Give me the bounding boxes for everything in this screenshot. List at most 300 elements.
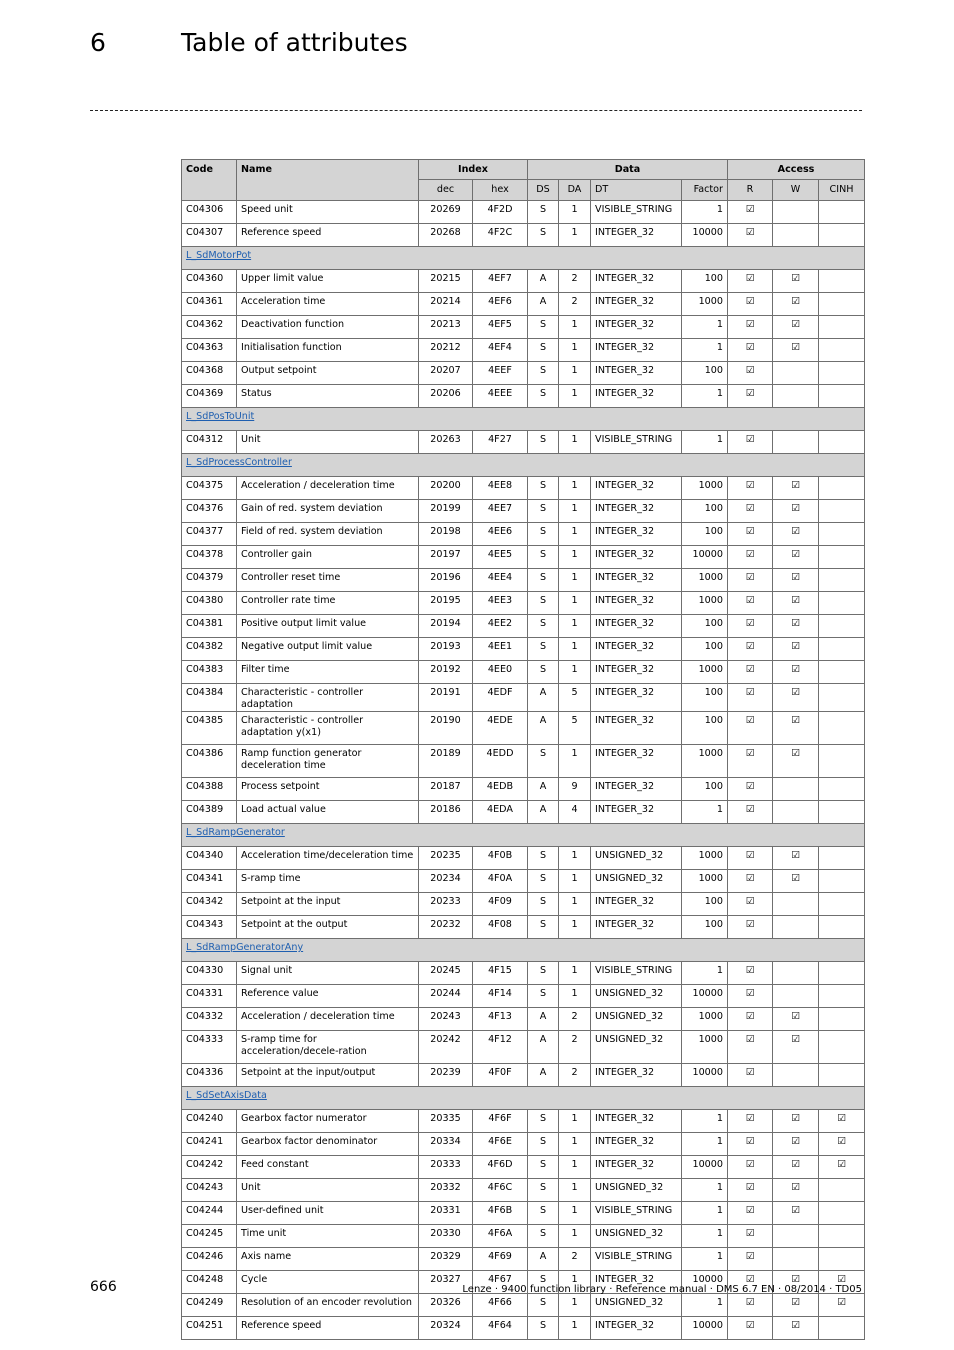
cell-cinh: ☑: [819, 1294, 865, 1317]
cell-r: ☑: [728, 362, 773, 385]
cell-cinh: [819, 1317, 865, 1340]
cell-da: 1: [559, 985, 591, 1008]
cell-dec: 20331: [419, 1202, 473, 1225]
cell-hex: 4EE1: [473, 638, 528, 661]
cell-ds: A: [528, 1064, 559, 1087]
group-header-cell: [182, 824, 865, 847]
table-row: [182, 339, 865, 362]
chapter-number: 6: [90, 28, 106, 57]
cell-w: [773, 1225, 819, 1248]
cell-ds: S: [528, 592, 559, 615]
cell-factor: 10000: [682, 1064, 728, 1087]
cell-hex: 4EDE: [473, 712, 528, 745]
cell-r: ☑: [728, 801, 773, 824]
cell-name: Axis name: [237, 1248, 419, 1271]
cell-dec: 20206: [419, 385, 473, 408]
cell-name: Negative output limit value: [237, 638, 419, 661]
cell-code: C04341: [182, 870, 237, 893]
table-row: [182, 1179, 865, 1202]
cell-ds: S: [528, 638, 559, 661]
cell-w: ☑: [773, 638, 819, 661]
cell-hex: 4EE0: [473, 661, 528, 684]
cell-da: 1: [559, 546, 591, 569]
cell-code: C04340: [182, 847, 237, 870]
cell-cinh: ☑: [819, 1110, 865, 1133]
cell-cinh: [819, 1031, 865, 1064]
cell-dec: 20193: [419, 638, 473, 661]
cell-factor: 10000: [682, 985, 728, 1008]
cell-cinh: ☑: [819, 1156, 865, 1179]
group-header-cell: [182, 408, 865, 431]
cell-dt: VISIBLE_STRING: [591, 1202, 682, 1225]
col-factor: Factor: [682, 180, 728, 201]
cell-name: Controller gain: [237, 546, 419, 569]
cell-code: C04248: [182, 1271, 237, 1294]
cell-r: ☑: [728, 569, 773, 592]
cell-cinh: ☑: [819, 1133, 865, 1156]
cell-ds: S: [528, 523, 559, 546]
cell-factor: 1: [682, 962, 728, 985]
cell-r: ☑: [728, 985, 773, 1008]
cell-dt: INTEGER_32: [591, 500, 682, 523]
cell-dec: 20190: [419, 712, 473, 745]
cell-ds: S: [528, 569, 559, 592]
cell-w: ☑: [773, 1156, 819, 1179]
cell-ds: S: [528, 1202, 559, 1225]
group-link[interactable]: L_SdRampGeneratorAny: [186, 942, 304, 953]
cell-ds: S: [528, 615, 559, 638]
cell-factor: 100: [682, 712, 728, 745]
cell-r: ☑: [728, 1179, 773, 1202]
cell-cinh: [819, 661, 865, 684]
table-row: [182, 569, 865, 592]
cell-r: ☑: [728, 523, 773, 546]
cell-name: Reference speed: [237, 1317, 419, 1340]
cell-dec: 20234: [419, 870, 473, 893]
col-name: Name: [237, 160, 419, 201]
cell-factor: 1: [682, 431, 728, 454]
cell-hex: 4EE7: [473, 500, 528, 523]
cell-dt: INTEGER_32: [591, 778, 682, 801]
table-row: [182, 684, 865, 712]
col-data: Data: [528, 160, 728, 180]
cell-r: ☑: [728, 1202, 773, 1225]
cell-w: ☑: [773, 546, 819, 569]
cell-code: C04330: [182, 962, 237, 985]
cell-hex: 4F6D: [473, 1156, 528, 1179]
cell-cinh: [819, 870, 865, 893]
footer-doc-info: Lenze · 9400 function library · Reference manual · DMS 6.7 EN · 08/2014 · TD05: [462, 1284, 862, 1295]
cell-dt: INTEGER_32: [591, 1317, 682, 1340]
cell-dt: INTEGER_32: [591, 661, 682, 684]
cell-name: Characteristic - controller adaptation: [237, 684, 419, 712]
cell-r: ☑: [728, 615, 773, 638]
cell-code: C04306: [182, 201, 237, 224]
cell-w: [773, 201, 819, 224]
cell-r: ☑: [728, 712, 773, 745]
cell-hex: 4EF4: [473, 339, 528, 362]
cell-hex: 4EF7: [473, 270, 528, 293]
cell-name: Unit: [237, 1179, 419, 1202]
cell-r: ☑: [728, 1248, 773, 1271]
cell-name: Controller reset time: [237, 569, 419, 592]
cell-code: C04389: [182, 801, 237, 824]
cell-ds: A: [528, 1248, 559, 1271]
cell-r: ☑: [728, 224, 773, 247]
cell-r: ☑: [728, 592, 773, 615]
cell-factor: 100: [682, 500, 728, 523]
cell-dec: 20239: [419, 1064, 473, 1087]
col-index: Index: [419, 160, 528, 180]
cell-dec: 20195: [419, 592, 473, 615]
cell-w: ☑: [773, 870, 819, 893]
table-row: [182, 1133, 865, 1156]
cell-da: 1: [559, 893, 591, 916]
cell-w: [773, 1248, 819, 1271]
cell-hex: 4F0A: [473, 870, 528, 893]
cell-factor: 1: [682, 1133, 728, 1156]
cell-da: 1: [559, 1179, 591, 1202]
group-link[interactable]: L_SdRampGenerator: [186, 827, 285, 838]
cell-name: Time unit: [237, 1225, 419, 1248]
cell-factor: 1000: [682, 870, 728, 893]
cell-dt: INTEGER_32: [591, 638, 682, 661]
cell-dt: INTEGER_32: [591, 684, 682, 712]
cell-da: 2: [559, 293, 591, 316]
cell-code: C04385: [182, 712, 237, 745]
cell-dt: VISIBLE_STRING: [591, 431, 682, 454]
cell-factor: 1000: [682, 847, 728, 870]
table-row: [182, 712, 865, 745]
cell-da: 1: [559, 745, 591, 778]
cell-factor: 1: [682, 316, 728, 339]
group-link[interactable]: L_SdSetAxisData: [186, 1090, 267, 1101]
cell-hex: 4EEF: [473, 362, 528, 385]
cell-name: Cycle: [237, 1271, 419, 1294]
cell-dec: 20244: [419, 985, 473, 1008]
cell-hex: 4F69: [473, 1248, 528, 1271]
cell-r: ☑: [728, 1110, 773, 1133]
col-access: Access: [728, 160, 865, 180]
cell-hex: 4EE3: [473, 592, 528, 615]
col-hex: hex: [473, 180, 528, 201]
cell-da: 1: [559, 592, 591, 615]
cell-hex: 4EF5: [473, 316, 528, 339]
cell-da: 5: [559, 712, 591, 745]
cell-dt: INTEGER_32: [591, 569, 682, 592]
cell-name: Gain of red. system deviation: [237, 500, 419, 523]
cell-ds: S: [528, 1225, 559, 1248]
cell-code: C04242: [182, 1156, 237, 1179]
cell-cinh: [819, 801, 865, 824]
group-header-cell: [182, 454, 865, 477]
table-row: [182, 893, 865, 916]
table-row: [182, 1110, 865, 1133]
cell-cinh: [819, 778, 865, 801]
cell-code: C04375: [182, 477, 237, 500]
table-row: [182, 546, 865, 569]
cell-hex: 4F66: [473, 1294, 528, 1317]
cell-dec: 20199: [419, 500, 473, 523]
group-header-row: [182, 454, 865, 477]
cell-r: ☑: [728, 1064, 773, 1087]
cell-name: Field of red. system deviation: [237, 523, 419, 546]
table-row: [182, 1156, 865, 1179]
cell-da: 2: [559, 1008, 591, 1031]
cell-r: ☑: [728, 201, 773, 224]
cell-dec: 20198: [419, 523, 473, 546]
cell-factor: 100: [682, 684, 728, 712]
cell-dt: INTEGER_32: [591, 523, 682, 546]
cell-cinh: [819, 615, 865, 638]
cell-dt: INTEGER_32: [591, 1271, 682, 1294]
cell-ds: S: [528, 893, 559, 916]
cell-hex: 4F09: [473, 893, 528, 916]
cell-code: C04379: [182, 569, 237, 592]
cell-w: ☑: [773, 477, 819, 500]
cell-dt: UNSIGNED_32: [591, 985, 682, 1008]
cell-r: ☑: [728, 870, 773, 893]
cell-code: C04368: [182, 362, 237, 385]
cell-w: [773, 893, 819, 916]
cell-name: Signal unit: [237, 962, 419, 985]
cell-cinh: [819, 1179, 865, 1202]
cell-w: ☑: [773, 293, 819, 316]
cell-factor: 100: [682, 362, 728, 385]
group-header-cell: [182, 939, 865, 962]
cell-hex: 4F27: [473, 431, 528, 454]
cell-dt: INTEGER_32: [591, 362, 682, 385]
cell-code: C04336: [182, 1064, 237, 1087]
cell-code: C04361: [182, 293, 237, 316]
cell-dt: INTEGER_32: [591, 339, 682, 362]
cell-r: ☑: [728, 316, 773, 339]
cell-factor: 1: [682, 201, 728, 224]
cell-ds: S: [528, 1110, 559, 1133]
cell-code: C04246: [182, 1248, 237, 1271]
cell-dt: INTEGER_32: [591, 270, 682, 293]
cell-r: ☑: [728, 1008, 773, 1031]
cell-ds: A: [528, 778, 559, 801]
cell-hex: 4EEE: [473, 385, 528, 408]
cell-factor: 1: [682, 1179, 728, 1202]
cell-dt: INTEGER_32: [591, 293, 682, 316]
cell-da: 4: [559, 801, 591, 824]
cell-dec: 20335: [419, 1110, 473, 1133]
cell-code: C04384: [182, 684, 237, 712]
cell-da: 1: [559, 916, 591, 939]
cell-code: C04382: [182, 638, 237, 661]
cell-dec: 20186: [419, 801, 473, 824]
cell-r: ☑: [728, 1271, 773, 1294]
table-body: [182, 201, 865, 1340]
cell-da: 1: [559, 316, 591, 339]
cell-cinh: [819, 270, 865, 293]
cell-name: Reference value: [237, 985, 419, 1008]
cell-w: ☑: [773, 661, 819, 684]
cell-ds: S: [528, 1317, 559, 1340]
cell-name: Output setpoint: [237, 362, 419, 385]
cell-factor: 1: [682, 1110, 728, 1133]
cell-dt: VISIBLE_STRING: [591, 201, 682, 224]
cell-factor: 100: [682, 523, 728, 546]
cell-da: 1: [559, 962, 591, 985]
cell-factor: 100: [682, 615, 728, 638]
cell-cinh: [819, 477, 865, 500]
cell-w: ☑: [773, 745, 819, 778]
cell-ds: S: [528, 1156, 559, 1179]
table-row: [182, 1064, 865, 1087]
cell-ds: S: [528, 385, 559, 408]
group-header-row: [182, 247, 865, 270]
cell-code: C04251: [182, 1317, 237, 1340]
cell-dt: VISIBLE_STRING: [591, 962, 682, 985]
cell-code: C04362: [182, 316, 237, 339]
cell-factor: 1000: [682, 661, 728, 684]
cell-dt: INTEGER_32: [591, 615, 682, 638]
cell-name: S-ramp time for acceleration/decele-ration: [237, 1031, 419, 1064]
cell-ds: S: [528, 1133, 559, 1156]
cell-w: ☑: [773, 523, 819, 546]
cell-ds: A: [528, 684, 559, 712]
cell-dt: UNSIGNED_32: [591, 1294, 682, 1317]
cell-dt: INTEGER_32: [591, 385, 682, 408]
cell-w: ☑: [773, 1202, 819, 1225]
cell-w: ☑: [773, 684, 819, 712]
cell-w: ☑: [773, 1294, 819, 1317]
cell-code: C04378: [182, 546, 237, 569]
cell-da: 2: [559, 1064, 591, 1087]
group-link[interactable]: L_SdPosToUnit: [186, 411, 255, 422]
cell-dec: 20333: [419, 1156, 473, 1179]
cell-dt: VISIBLE_STRING: [591, 1248, 682, 1271]
cell-w: ☑: [773, 270, 819, 293]
cell-code: C04249: [182, 1294, 237, 1317]
cell-cinh: [819, 1008, 865, 1031]
cell-w: ☑: [773, 1179, 819, 1202]
group-header-row: [182, 824, 865, 847]
cell-dt: UNSIGNED_32: [591, 847, 682, 870]
cell-cinh: [819, 745, 865, 778]
cell-cinh: [819, 523, 865, 546]
cell-code: C04363: [182, 339, 237, 362]
cell-factor: 10000: [682, 224, 728, 247]
table-row: [182, 985, 865, 1008]
cell-hex: 4EE5: [473, 546, 528, 569]
cell-cinh: [819, 847, 865, 870]
cell-dec: 20213: [419, 316, 473, 339]
cell-factor: 1: [682, 801, 728, 824]
cell-w: [773, 985, 819, 1008]
cell-dt: INTEGER_32: [591, 1064, 682, 1087]
cell-r: ☑: [728, 1031, 773, 1064]
cell-code: C04377: [182, 523, 237, 546]
cell-code: C04360: [182, 270, 237, 293]
table-row: [182, 745, 865, 778]
cell-dec: 20235: [419, 847, 473, 870]
cell-name: Positive output limit value: [237, 615, 419, 638]
cell-hex: 4EDF: [473, 684, 528, 712]
cell-dec: 20200: [419, 477, 473, 500]
cell-cinh: [819, 224, 865, 247]
col-r: R: [728, 180, 773, 201]
cell-dt: INTEGER_32: [591, 712, 682, 745]
cell-hex: 4F12: [473, 1031, 528, 1064]
cell-factor: 1000: [682, 592, 728, 615]
cell-da: 1: [559, 1202, 591, 1225]
cell-cinh: [819, 500, 865, 523]
table-row: [182, 615, 865, 638]
cell-code: C04307: [182, 224, 237, 247]
cell-da: 1: [559, 638, 591, 661]
group-link[interactable]: L_SdMotorPot: [186, 250, 252, 261]
cell-da: 2: [559, 270, 591, 293]
cell-cinh: [819, 316, 865, 339]
cell-da: 1: [559, 870, 591, 893]
cell-dec: 20334: [419, 1133, 473, 1156]
cell-code: C04243: [182, 1179, 237, 1202]
cell-r: ☑: [728, 431, 773, 454]
cell-w: [773, 801, 819, 824]
cell-factor: 10000: [682, 546, 728, 569]
table-row: [182, 1294, 865, 1317]
cell-r: ☑: [728, 1317, 773, 1340]
cell-hex: 4F2C: [473, 224, 528, 247]
cell-da: 1: [559, 500, 591, 523]
cell-name: Deactivation function: [237, 316, 419, 339]
cell-dec: 20207: [419, 362, 473, 385]
cell-w: [773, 778, 819, 801]
cell-cinh: [819, 1202, 865, 1225]
cell-dec: 20191: [419, 684, 473, 712]
cell-code: C04333: [182, 1031, 237, 1064]
table-row: [182, 847, 865, 870]
table-row: [182, 916, 865, 939]
cell-factor: 1000: [682, 293, 728, 316]
table-row: [182, 1031, 865, 1064]
group-link[interactable]: L_SdProcessController: [186, 457, 292, 468]
cell-dt: INTEGER_32: [591, 224, 682, 247]
cell-hex: 4F0F: [473, 1064, 528, 1087]
cell-dec: 20212: [419, 339, 473, 362]
cell-name: Process setpoint: [237, 778, 419, 801]
cell-dt: INTEGER_32: [591, 546, 682, 569]
table-row: [182, 1008, 865, 1031]
cell-ds: S: [528, 661, 559, 684]
cell-dec: 20192: [419, 661, 473, 684]
table-row: [182, 362, 865, 385]
cell-da: 1: [559, 1271, 591, 1294]
attributes-table: [181, 159, 865, 1340]
cell-w: [773, 916, 819, 939]
cell-dt: INTEGER_32: [591, 1133, 682, 1156]
cell-name: Acceleration / deceleration time: [237, 477, 419, 500]
cell-cinh: [819, 916, 865, 939]
cell-hex: 4EE2: [473, 615, 528, 638]
cell-cinh: [819, 684, 865, 712]
cell-ds: A: [528, 270, 559, 293]
cell-cinh: [819, 1064, 865, 1087]
group-header-row: [182, 1087, 865, 1110]
cell-w: ☑: [773, 1317, 819, 1340]
cell-name: Setpoint at the input/output: [237, 1064, 419, 1087]
cell-cinh: [819, 1225, 865, 1248]
cell-name: Resolution of an encoder revolution: [237, 1294, 419, 1317]
cell-code: C04342: [182, 893, 237, 916]
cell-ds: S: [528, 1271, 559, 1294]
cell-ds: S: [528, 362, 559, 385]
cell-code: C04386: [182, 745, 237, 778]
